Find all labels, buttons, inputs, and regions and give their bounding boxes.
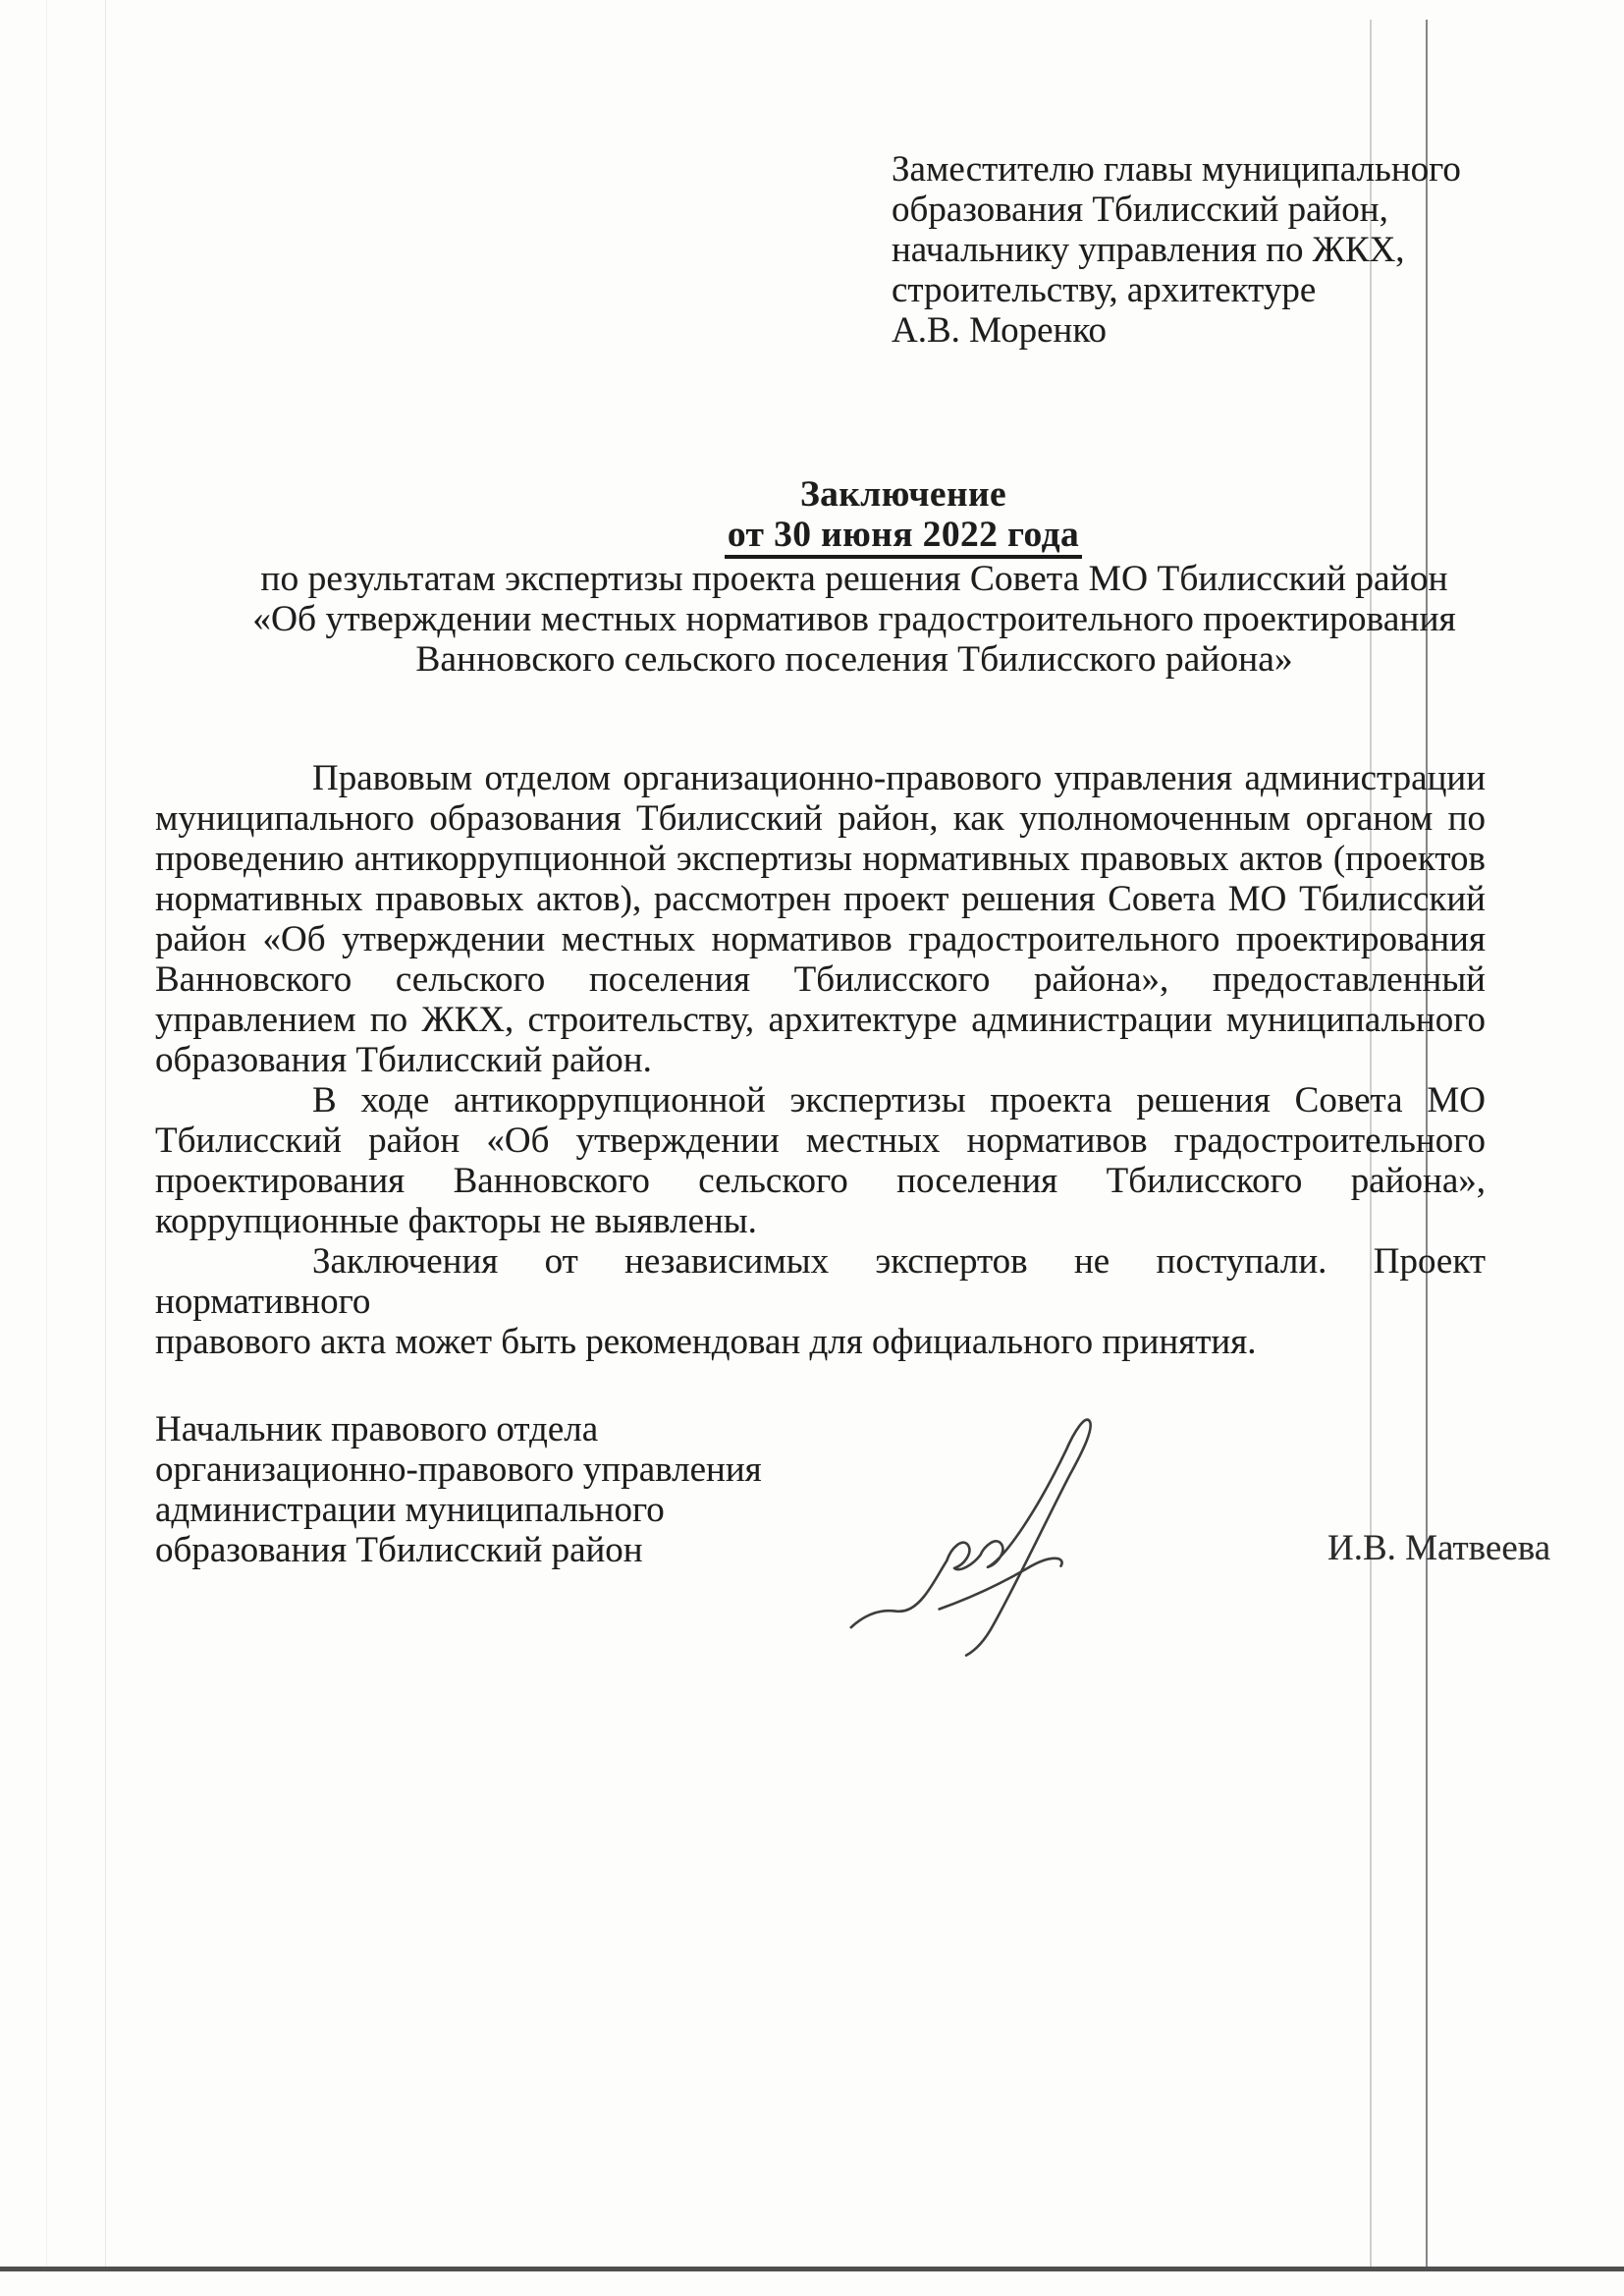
scan-bottom-edge <box>0 2267 1624 2271</box>
body-line: Правовым отделом организационно-правового управления администрации <box>312 758 1486 798</box>
addressee-line: начальнику управления по ЖКХ, <box>892 230 1405 270</box>
document-subtitle-line: «Об утверждении местных нормативов градостроительного проектирования <box>252 599 1456 639</box>
signoff-position-line: Начальник правового отдела <box>155 1409 599 1449</box>
body-line: район «Об утверждении местных нормативов градостроительного проектирования <box>155 919 1486 959</box>
signature-stroke-main <box>851 1420 1091 1656</box>
body-line: Тбилисский район «Об утверждении местных нормативов градостроительного <box>155 1121 1486 1161</box>
document-date-line <box>250 515 1556 559</box>
document-title: Заключение <box>799 474 1007 515</box>
body-paragraph <box>155 1080 1486 1241</box>
scan-artifact-line-left-2 <box>105 0 106 2267</box>
body-line: проведению антикоррупционной экспертизы нормативных правовых актов (проектов <box>155 839 1486 879</box>
signoff-position-block <box>155 1409 762 1570</box>
document-subtitle-line: по результатам экспертизы проекта решения Совета МО Тбилисский район <box>260 559 1448 599</box>
body-line: образования Тбилисский район. <box>155 1040 652 1080</box>
addressee-block <box>892 149 1461 351</box>
body-paragraph <box>155 1241 1486 1362</box>
body-text <box>155 758 1486 1362</box>
document-subtitle-line: Ванновского сельского поселения Тбилисского района» <box>415 639 1293 680</box>
signoff-name: И.В. Матвеева <box>1327 1528 1551 1568</box>
addressee-line: строительству, архитектуре <box>892 270 1317 310</box>
body-line: В ходе антикоррупционной экспертизы проекта решения Совета МО <box>312 1080 1486 1121</box>
title-block <box>147 474 1561 680</box>
addressee-line: Заместителю главы муниципального <box>892 149 1461 190</box>
body-line: Заключения от независимых экспертов не поступали. Проект нормативного <box>155 1241 1486 1322</box>
body-line: коррупционные факторы не выявлены. <box>155 1201 757 1241</box>
document-date: от 30 июня 2022 года <box>725 515 1082 559</box>
addressee-line: образования Тбилисский район, <box>892 190 1388 230</box>
body-line: правового акта может быть рекомендован для официального принятия. <box>155 1322 1257 1362</box>
signoff-position-line: образования Тбилисский район <box>155 1530 643 1570</box>
body-paragraph <box>155 758 1486 1080</box>
body-line: нормативных правовых актов), рассмотрен проект решения Совета МО Тбилисский <box>155 879 1486 919</box>
addressee-line: А.В. Моренко <box>892 310 1107 351</box>
body-line: муниципального образования Тбилисский район, как уполномоченным органом по <box>155 798 1486 839</box>
signoff-position-line: организационно-правового управления <box>155 1449 762 1490</box>
body-line: проектирования Ванновского сельского поселения Тбилисского района», <box>155 1161 1486 1201</box>
scan-artifact-line-left-1 <box>46 0 47 2267</box>
signoff-position-line: администрации муниципального <box>155 1490 665 1530</box>
handwritten-signature <box>842 1393 1111 1679</box>
body-line: управлением по ЖКХ, строительству, архитектуре администрации муниципального <box>155 1000 1486 1040</box>
body-line: Ванновского сельского поселения Тбилисского района», предоставленный <box>155 959 1486 1000</box>
